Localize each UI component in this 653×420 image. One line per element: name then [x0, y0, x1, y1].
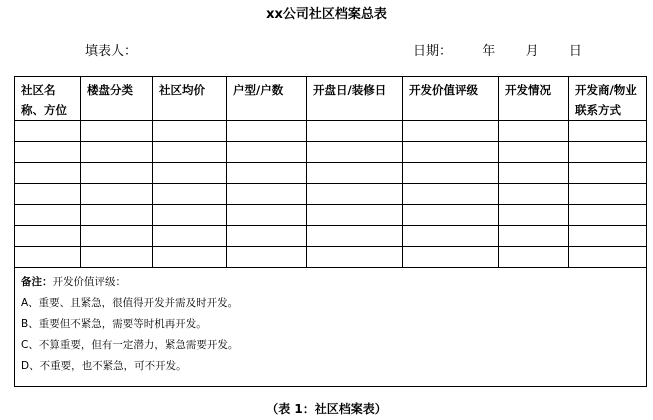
table-cell[interactable] [153, 163, 227, 184]
note-item-a: A、重要、且紧急，很值得开发并需及时开发。 [21, 297, 239, 309]
table-cell[interactable] [227, 205, 307, 226]
table-cell[interactable] [15, 205, 81, 226]
header-unit-layout: 户型/户数 [227, 77, 307, 121]
table-cell[interactable] [307, 226, 403, 247]
table-cell[interactable] [15, 142, 81, 163]
table-cell[interactable] [15, 121, 81, 142]
table-cell[interactable] [307, 205, 403, 226]
table-cell[interactable] [307, 121, 403, 142]
table-cell[interactable] [15, 184, 81, 205]
table-cell[interactable] [499, 247, 569, 268]
table-cell[interactable] [227, 142, 307, 163]
table-cell[interactable] [569, 205, 647, 226]
notes-cell [15, 268, 647, 387]
table-cell[interactable] [499, 142, 569, 163]
table-cell[interactable] [227, 247, 307, 268]
table-cell[interactable] [569, 142, 647, 163]
table-cell[interactable] [499, 121, 569, 142]
table-cell[interactable] [81, 205, 153, 226]
header-property-type: 楼盘分类 [81, 77, 153, 121]
note-item-b: B、重要但不紧急，需要等时机再开发。 [21, 318, 207, 330]
note-row [15, 268, 647, 387]
header-community-name: 社区名 称、方位 [15, 77, 81, 121]
table-cell[interactable] [81, 163, 153, 184]
table-cell[interactable] [153, 226, 227, 247]
table-cell[interactable] [81, 247, 153, 268]
table-cell[interactable] [403, 121, 499, 142]
date-month: 月 [525, 44, 539, 59]
table-cell[interactable] [227, 163, 307, 184]
table-cell[interactable] [499, 163, 569, 184]
table-cell[interactable] [569, 247, 647, 268]
header-opening-date: 开盘日/装修日 [307, 77, 403, 121]
notes-heading: 备注：开发价值评级： [21, 276, 126, 288]
table-cell[interactable] [403, 163, 499, 184]
table-cell[interactable] [81, 226, 153, 247]
table-cell[interactable] [81, 184, 153, 205]
table-cell[interactable] [569, 226, 647, 247]
table-cell[interactable] [307, 163, 403, 184]
document-title: xx公司社区档案总表 [266, 7, 387, 22]
header-development-status: 开发情况 [499, 77, 569, 121]
table-cell[interactable] [227, 184, 307, 205]
table-cell[interactable] [403, 184, 499, 205]
table-cell[interactable] [307, 142, 403, 163]
table-row [15, 226, 647, 247]
table-cell[interactable] [15, 226, 81, 247]
table-cell[interactable] [307, 184, 403, 205]
table-cell[interactable] [403, 205, 499, 226]
table-row [15, 163, 647, 184]
header-average-price: 社区均价 [153, 77, 227, 121]
table-cell[interactable] [569, 121, 647, 142]
header-developer-contact: 开发商/物业 联系方式 [569, 77, 647, 121]
table-cell[interactable] [403, 142, 499, 163]
table-row [15, 247, 647, 268]
table-cell[interactable] [153, 247, 227, 268]
table-row [15, 142, 647, 163]
date-year: 年 [482, 44, 496, 59]
table-cell[interactable] [227, 121, 307, 142]
table-cell[interactable] [403, 247, 499, 268]
community-archive-table [14, 76, 647, 387]
table-cell[interactable] [153, 184, 227, 205]
table-row [15, 121, 647, 142]
table-cell[interactable] [153, 121, 227, 142]
table-row [15, 205, 647, 226]
table-row [15, 184, 647, 205]
table-cell[interactable] [81, 121, 153, 142]
table-cell[interactable] [153, 142, 227, 163]
date-label: 日期： [413, 44, 453, 59]
table-cell[interactable] [15, 163, 81, 184]
table-cell[interactable] [569, 163, 647, 184]
header-value-rating: 开发价值评级 [403, 77, 499, 121]
table-cell[interactable] [499, 226, 569, 247]
table-cell[interactable] [15, 247, 81, 268]
table-cell[interactable] [227, 226, 307, 247]
table-caption: （表 1：社区档案表） [266, 402, 387, 416]
filler-label: 填表人： [85, 44, 138, 59]
table-cell[interactable] [81, 142, 153, 163]
date-day: 日 [568, 44, 582, 59]
table-cell[interactable] [403, 226, 499, 247]
header-row [15, 77, 647, 121]
table-cell[interactable] [153, 205, 227, 226]
table-cell[interactable] [307, 247, 403, 268]
date-line [413, 40, 582, 59]
note-item-d: D、不重要，也不紧急，可不开发。 [21, 360, 187, 372]
table-cell[interactable] [499, 205, 569, 226]
table-cell[interactable] [569, 184, 647, 205]
note-item-c: C、不算重要，但有一定潜力，紧急需要开发。 [21, 339, 239, 351]
table-cell[interactable] [499, 184, 569, 205]
